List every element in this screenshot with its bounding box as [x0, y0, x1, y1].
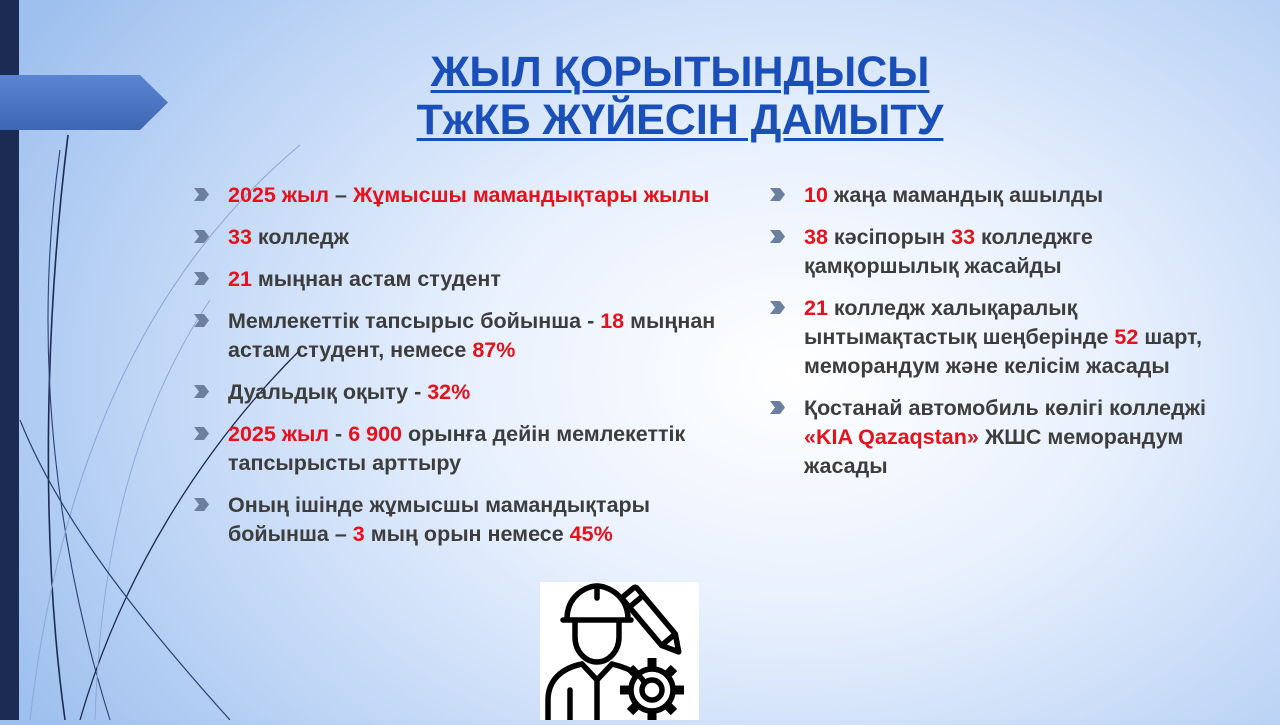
bullet-item	[194, 223, 724, 252]
arrow-bullet-icon	[194, 188, 209, 201]
highlight-text: 10	[804, 183, 828, 207]
bullet-item	[770, 223, 1230, 281]
highlight-text: 52	[1114, 325, 1139, 349]
highlight-text: 33	[228, 225, 252, 249]
right-bullet-list	[770, 181, 1230, 494]
arrow-bullet-icon	[770, 230, 785, 243]
bullet-text: ЖШС меморандум жасады	[804, 425, 1184, 478]
bullet-text: Мемлекеттік тапсырыс бойынша -	[228, 309, 601, 333]
bullet-text: мыңнан астам студент, немесе	[228, 309, 716, 362]
arrow-bullet-icon	[770, 301, 785, 314]
highlight-text: 33	[951, 225, 976, 249]
arrow-bullet-icon	[194, 230, 209, 243]
highlight-text: 3	[352, 522, 365, 546]
highlight-text: 32%	[427, 380, 471, 404]
bullet-text: колледжге қамқоршылық жасайды	[804, 225, 1093, 278]
highlight-text: 87%	[472, 338, 516, 362]
bullet-item	[194, 420, 724, 478]
arrow-bullet-icon	[194, 272, 209, 285]
title-line-2: ТжКБ ЖҮЙЕСІН ДАМЫТУ	[416, 96, 944, 144]
bullet-item	[770, 181, 1230, 210]
bullet-item	[194, 265, 724, 294]
arrow-bullet-icon	[194, 498, 209, 511]
bullet-text: –	[329, 183, 353, 207]
bullet-item	[194, 378, 724, 407]
arrow-bullet-icon	[770, 401, 785, 414]
arrow-bullet-icon	[194, 427, 209, 440]
highlight-text: «KIA Qazaqstan»	[804, 425, 979, 449]
bullet-text: Қостанай автомобиль көлігі колледжі	[804, 396, 1206, 420]
highlight-text: 21	[804, 296, 828, 320]
bullet-text: колледж халықаралық ынтымақтастық шеңберінде	[804, 296, 1115, 349]
bullet-item	[770, 294, 1230, 381]
highlight-text: Жұмысшы мамандықтары жылы	[352, 183, 710, 207]
slide-title	[280, 48, 1080, 144]
bullet-text: Дуальдық оқыту -	[228, 380, 428, 404]
bullet-item	[770, 394, 1230, 481]
bullet-text: Оның ішінде жұмысшы мамандықтары бойынша –	[228, 493, 651, 546]
bullet-text: мыңнан астам студент	[251, 267, 501, 291]
worker-gear-pencil-icon	[540, 582, 699, 720]
highlight-text: 45%	[569, 522, 613, 546]
bullet-text: колледж	[251, 225, 349, 249]
bullet-text: шарт, меморандум және келісім жасады	[804, 325, 1202, 378]
bullet-text: орынға дейін мемлекеттік тапсырысты арттыру	[228, 422, 686, 475]
highlight-text: 38	[804, 225, 828, 249]
highlight-text: 2025 жыл	[228, 183, 330, 207]
highlight-text: 6 900	[348, 422, 402, 446]
title-line-1: ЖЫЛ ҚОРЫТЫНДЫСЫ	[430, 48, 930, 96]
highlight-text: 21	[228, 267, 252, 291]
bullet-item	[194, 307, 724, 365]
bullet-text: мың орын немесе	[364, 522, 570, 546]
highlight-text: 2025 жыл	[228, 422, 330, 446]
arrow-bullet-icon	[194, 314, 209, 327]
bullet-item	[194, 491, 724, 549]
arrow-bullet-icon	[770, 188, 785, 201]
bullet-text: -	[329, 422, 349, 446]
bullet-item	[194, 181, 724, 210]
highlight-text: 18	[600, 309, 625, 333]
arrow-bullet-icon	[194, 385, 209, 398]
left-bullet-list	[194, 181, 724, 562]
bullet-text: жаңа мамандық ашылды	[827, 183, 1104, 207]
bullet-text: кәсіпорын	[827, 225, 952, 249]
